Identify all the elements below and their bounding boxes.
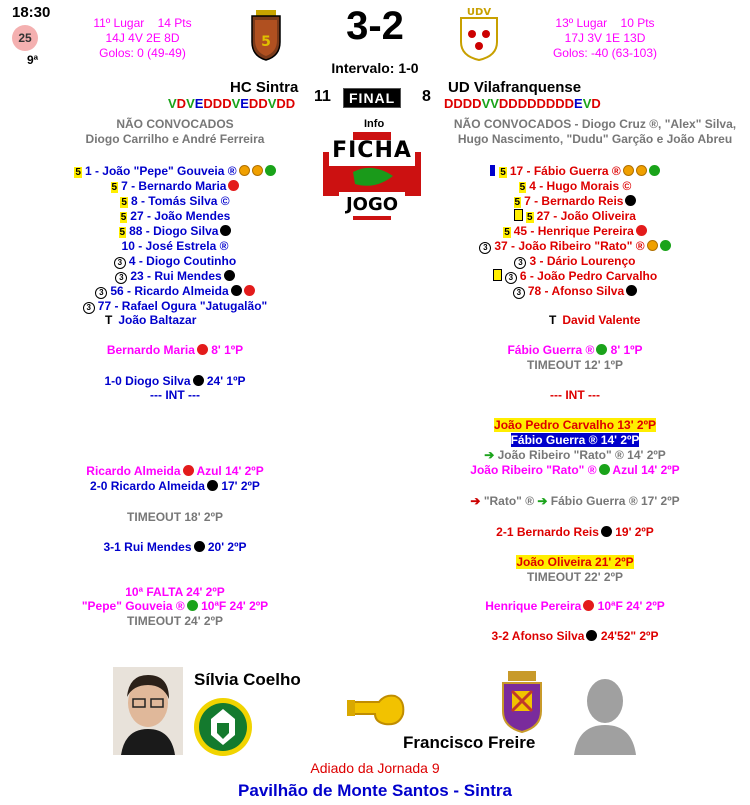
home-score-total: 11 (314, 88, 331, 105)
event-away-yellow2: João Oliveira 21' 2ºP (516, 555, 634, 569)
event-away-timeout1: TIMEOUT 12' 1ºP (527, 358, 623, 372)
roster-player (400, 164, 750, 178)
event-away-int: --- INT --- (550, 388, 600, 402)
event-home-1: Bernardo Maria 8' 1ºP (106, 343, 244, 357)
starter-badge: 5 (504, 227, 510, 238)
starter-badge: 5 (519, 182, 526, 193)
form-result: V (168, 96, 177, 111)
roster-player (0, 164, 350, 178)
roster-player (0, 239, 350, 253)
round-number: 9ª (27, 53, 39, 67)
form-result: D (212, 96, 223, 111)
roster-player (0, 299, 350, 314)
player-name: 78 - Afonso Silva (527, 284, 625, 298)
event-home-4: 2-0 Ricardo Almeida 17' 2ºP (90, 479, 260, 493)
form-result: D (508, 96, 518, 111)
roster-player (0, 224, 350, 238)
player-name: 7 - Bernardo Maria (121, 179, 227, 193)
home-standing: 11º Lugar 14 Pts 14J 4V 2E 8D Golos: 0 (49-49) (93, 16, 192, 60)
form-result: D (203, 96, 213, 111)
player-name: 4 - Diogo Coutinho (128, 254, 237, 268)
roster-player (400, 194, 750, 208)
form-result: D (462, 96, 473, 111)
info-label: Info (364, 118, 385, 130)
event-away-3: Henrique Pereira 10ªF 24' 2ºP (485, 599, 665, 613)
roster-player (400, 224, 750, 238)
black-card-icon (626, 285, 637, 296)
bench-badge: 3 (514, 257, 526, 269)
starter-badge: 5 (75, 167, 81, 178)
referee2-association-logo (500, 671, 544, 733)
event-away-blue1: Fábio Guerra ® 14' 2ºP (510, 433, 640, 447)
home-form (168, 96, 295, 111)
bench-badge: 3 (505, 272, 517, 284)
orange-card-icon (252, 165, 263, 176)
form-result: D (564, 96, 575, 111)
player-name: 6 - João Pedro Carvalho (519, 269, 658, 283)
yellow-card-marker (514, 209, 523, 221)
event-away-goal2: 3-2 Afonso Silva 24'52" 2ºP (491, 629, 659, 643)
form-result: V (267, 96, 277, 111)
bench-badge: 3 (114, 257, 126, 269)
event-away-2: João Ribeiro "Rato" ® Azul 14' 2ºP (470, 463, 680, 477)
orange-card-icon (647, 240, 658, 251)
yellow-card-marker (493, 269, 502, 281)
roster-player (400, 209, 750, 223)
halftime-score: Intervalo: 1-0 (331, 60, 419, 76)
red-card-icon (228, 180, 239, 191)
home-team-name: HC Sintra (230, 79, 299, 96)
event-home-2: 1-0 Diogo Silva 24' 1ºP (104, 374, 246, 388)
bench-badge: 3 (83, 302, 95, 314)
form-result: D (545, 96, 556, 111)
referee2-photo-placeholder (570, 667, 640, 755)
away-not-called: NÃO CONVOCADOS - Diogo Cruz ®, "Alex" Silva, Hugo Nascimento, "Dudu" Garção e João Abreu (453, 117, 737, 146)
form-result: D (498, 96, 509, 111)
whistle-icon (345, 690, 407, 730)
player-name: 7 - Bernardo Reis (524, 194, 624, 208)
starter-badge: 5 (120, 212, 127, 223)
player-name: 8 - Tomás Silva © (130, 194, 230, 208)
jogo-label: JOGO (345, 194, 399, 215)
green-card-icon (265, 165, 276, 176)
referee2-name: Francisco Freire (403, 733, 536, 752)
orange-card-icon (623, 165, 634, 176)
referee1-association-logo (193, 697, 253, 757)
event-home-3: Ricardo Almeida Azul 14' 2ºP (86, 464, 264, 478)
sub-in-icon: ➔ (484, 448, 495, 462)
event-away-yellow1: João Pedro Carvalho 13' 2ºP (494, 418, 656, 432)
black-card-icon (625, 195, 636, 206)
event-away-goal1: 2-1 Bernardo Reis 19' 2ºP (496, 525, 654, 539)
roster-player (400, 239, 750, 254)
ficha-label: FICHA (332, 138, 412, 163)
away-standing: 13º Lugar 10 Pts 17J 3V 1E 13D Golos: -40 (63-103) (552, 16, 658, 60)
away-team-name: UD Vilafranquense (448, 79, 582, 96)
sub-in-icon: ➔ (537, 494, 548, 508)
bench-badge: 3 (115, 272, 127, 284)
form-result: D (555, 96, 565, 111)
form-result: E (240, 96, 249, 111)
home-coach: T João Baltazar (105, 313, 197, 327)
form-result: V (481, 96, 491, 111)
form-result: V (582, 96, 592, 111)
roster-player (400, 254, 750, 269)
event-home-timeout1: TIMEOUT 18' 2ºP (127, 510, 223, 524)
form-result: D (453, 96, 463, 111)
starter-badge: 5 (527, 212, 533, 223)
player-name: 56 - Ricardo Almeida (110, 284, 229, 298)
form-result: D (222, 96, 232, 111)
player-name: 27 - João Mendes (130, 209, 231, 223)
event-home-timeout2: TIMEOUT 24' 2ºP (127, 614, 223, 628)
form-result: D (517, 96, 528, 111)
form-result: E (574, 96, 583, 111)
bench-badge: 3 (513, 287, 525, 299)
venue: Pavilhão de Monte Santos - Sintra (238, 781, 512, 800)
event-away-sub1: ➔ João Ribeiro "Rato" ® 14' 2ºP (484, 448, 666, 462)
referee1-name: Sílvia Coelho (194, 670, 301, 689)
player-name: 23 - Rui Mendes (130, 269, 222, 283)
player-name: 3 - Dário Lourenço (529, 254, 636, 268)
orange-card-icon (636, 165, 647, 176)
orange-card-icon (239, 165, 250, 176)
event-away-1: Fábio Guerra ® 8' 1ºP (507, 343, 643, 357)
svg-text:UDV: UDV (466, 7, 492, 18)
green-card-icon (660, 240, 671, 251)
form-result: D (285, 96, 296, 111)
roster-player (0, 209, 350, 223)
roster-player (0, 179, 350, 193)
player-name: 17 - Fábio Guerra ® (509, 164, 621, 178)
form-result: D (472, 96, 482, 111)
player-name: 27 - João Oliveira (536, 209, 636, 223)
roster-player (400, 269, 750, 284)
roster-player (0, 269, 350, 284)
black-card-icon (220, 225, 231, 236)
form-result: D (444, 96, 454, 111)
player-name: 10 - José Estrela ® (121, 239, 229, 253)
event-home-6: "Pepe" Gouveia ® 10ªF 24' 2ºP (81, 599, 269, 613)
event-home-int: --- INT --- (150, 388, 200, 402)
player-name: 1 - João "Pepe" Gouveia ® (84, 164, 237, 178)
roster-player (0, 284, 350, 299)
referee1-photo (113, 667, 183, 755)
event-home-5: 3-1 Rui Mendes 20' 2ºP (103, 540, 247, 554)
form-result: V (490, 96, 499, 111)
home-not-called: NÃO CONVOCADOS Diogo Carrilho e André Ferreira (85, 117, 265, 146)
roster-player (400, 284, 750, 299)
starter-badge: 5 (121, 197, 127, 208)
form-result: D (536, 96, 546, 111)
match-note: Adiado da Jornada 9 (310, 760, 440, 776)
blue-card-marker (490, 165, 495, 176)
form-result: V (231, 96, 241, 111)
away-coach: T David Valente (549, 313, 641, 327)
player-name: 45 - Henrique Pereira (513, 224, 634, 238)
roster-player (400, 179, 750, 193)
away-score-total: 8 (422, 88, 431, 105)
final-badge: FINAL (343, 88, 401, 108)
sub-out-icon: ➔ (470, 494, 481, 508)
player-name: 77 - Rafael Ogura "Jatugalão" (97, 299, 268, 313)
roster-player (0, 194, 350, 208)
form-result: E (194, 96, 204, 111)
home-crest (250, 6, 282, 62)
form-result: D (248, 96, 259, 111)
black-card-icon (224, 270, 235, 281)
green-card-icon (649, 165, 660, 176)
event-home-foul10: 10ª FALTA 24' 2ºP (125, 585, 225, 599)
starter-badge: 5 (500, 167, 506, 178)
bench-badge: 3 (479, 242, 491, 254)
player-name: 4 - Hugo Morais © (529, 179, 632, 193)
red-card-icon (244, 285, 255, 296)
black-card-icon (231, 285, 242, 296)
starter-badge: 5 (514, 197, 521, 208)
starter-badge: 5 (119, 227, 126, 238)
match-time: 18:30 (12, 4, 51, 21)
away-crest (458, 4, 500, 62)
player-name: 37 - João Ribeiro "Rato" ® (494, 239, 645, 253)
event-away-timeout2: TIMEOUT 22' 2ºP (527, 570, 623, 584)
score: 3-2 (346, 4, 404, 48)
form-result: D (176, 96, 187, 111)
event-away-sub2: ➔ "Rato" ® ➔ Fábio Guerra ® 17' 2ºP (470, 494, 680, 508)
roster-player (0, 254, 350, 269)
form-result: D (527, 96, 537, 111)
form-result: D (258, 96, 268, 111)
away-form (444, 96, 601, 111)
form-result: D (276, 96, 286, 111)
round-badge: 25 (12, 25, 38, 51)
bench-badge: 3 (95, 287, 107, 299)
svg-text:5: 5 (261, 34, 271, 50)
starter-badge: 5 (111, 182, 118, 193)
red-card-icon (636, 225, 647, 236)
form-result: V (186, 96, 195, 111)
form-result: D (591, 96, 601, 111)
player-name: 88 - Diogo Silva (129, 224, 219, 238)
